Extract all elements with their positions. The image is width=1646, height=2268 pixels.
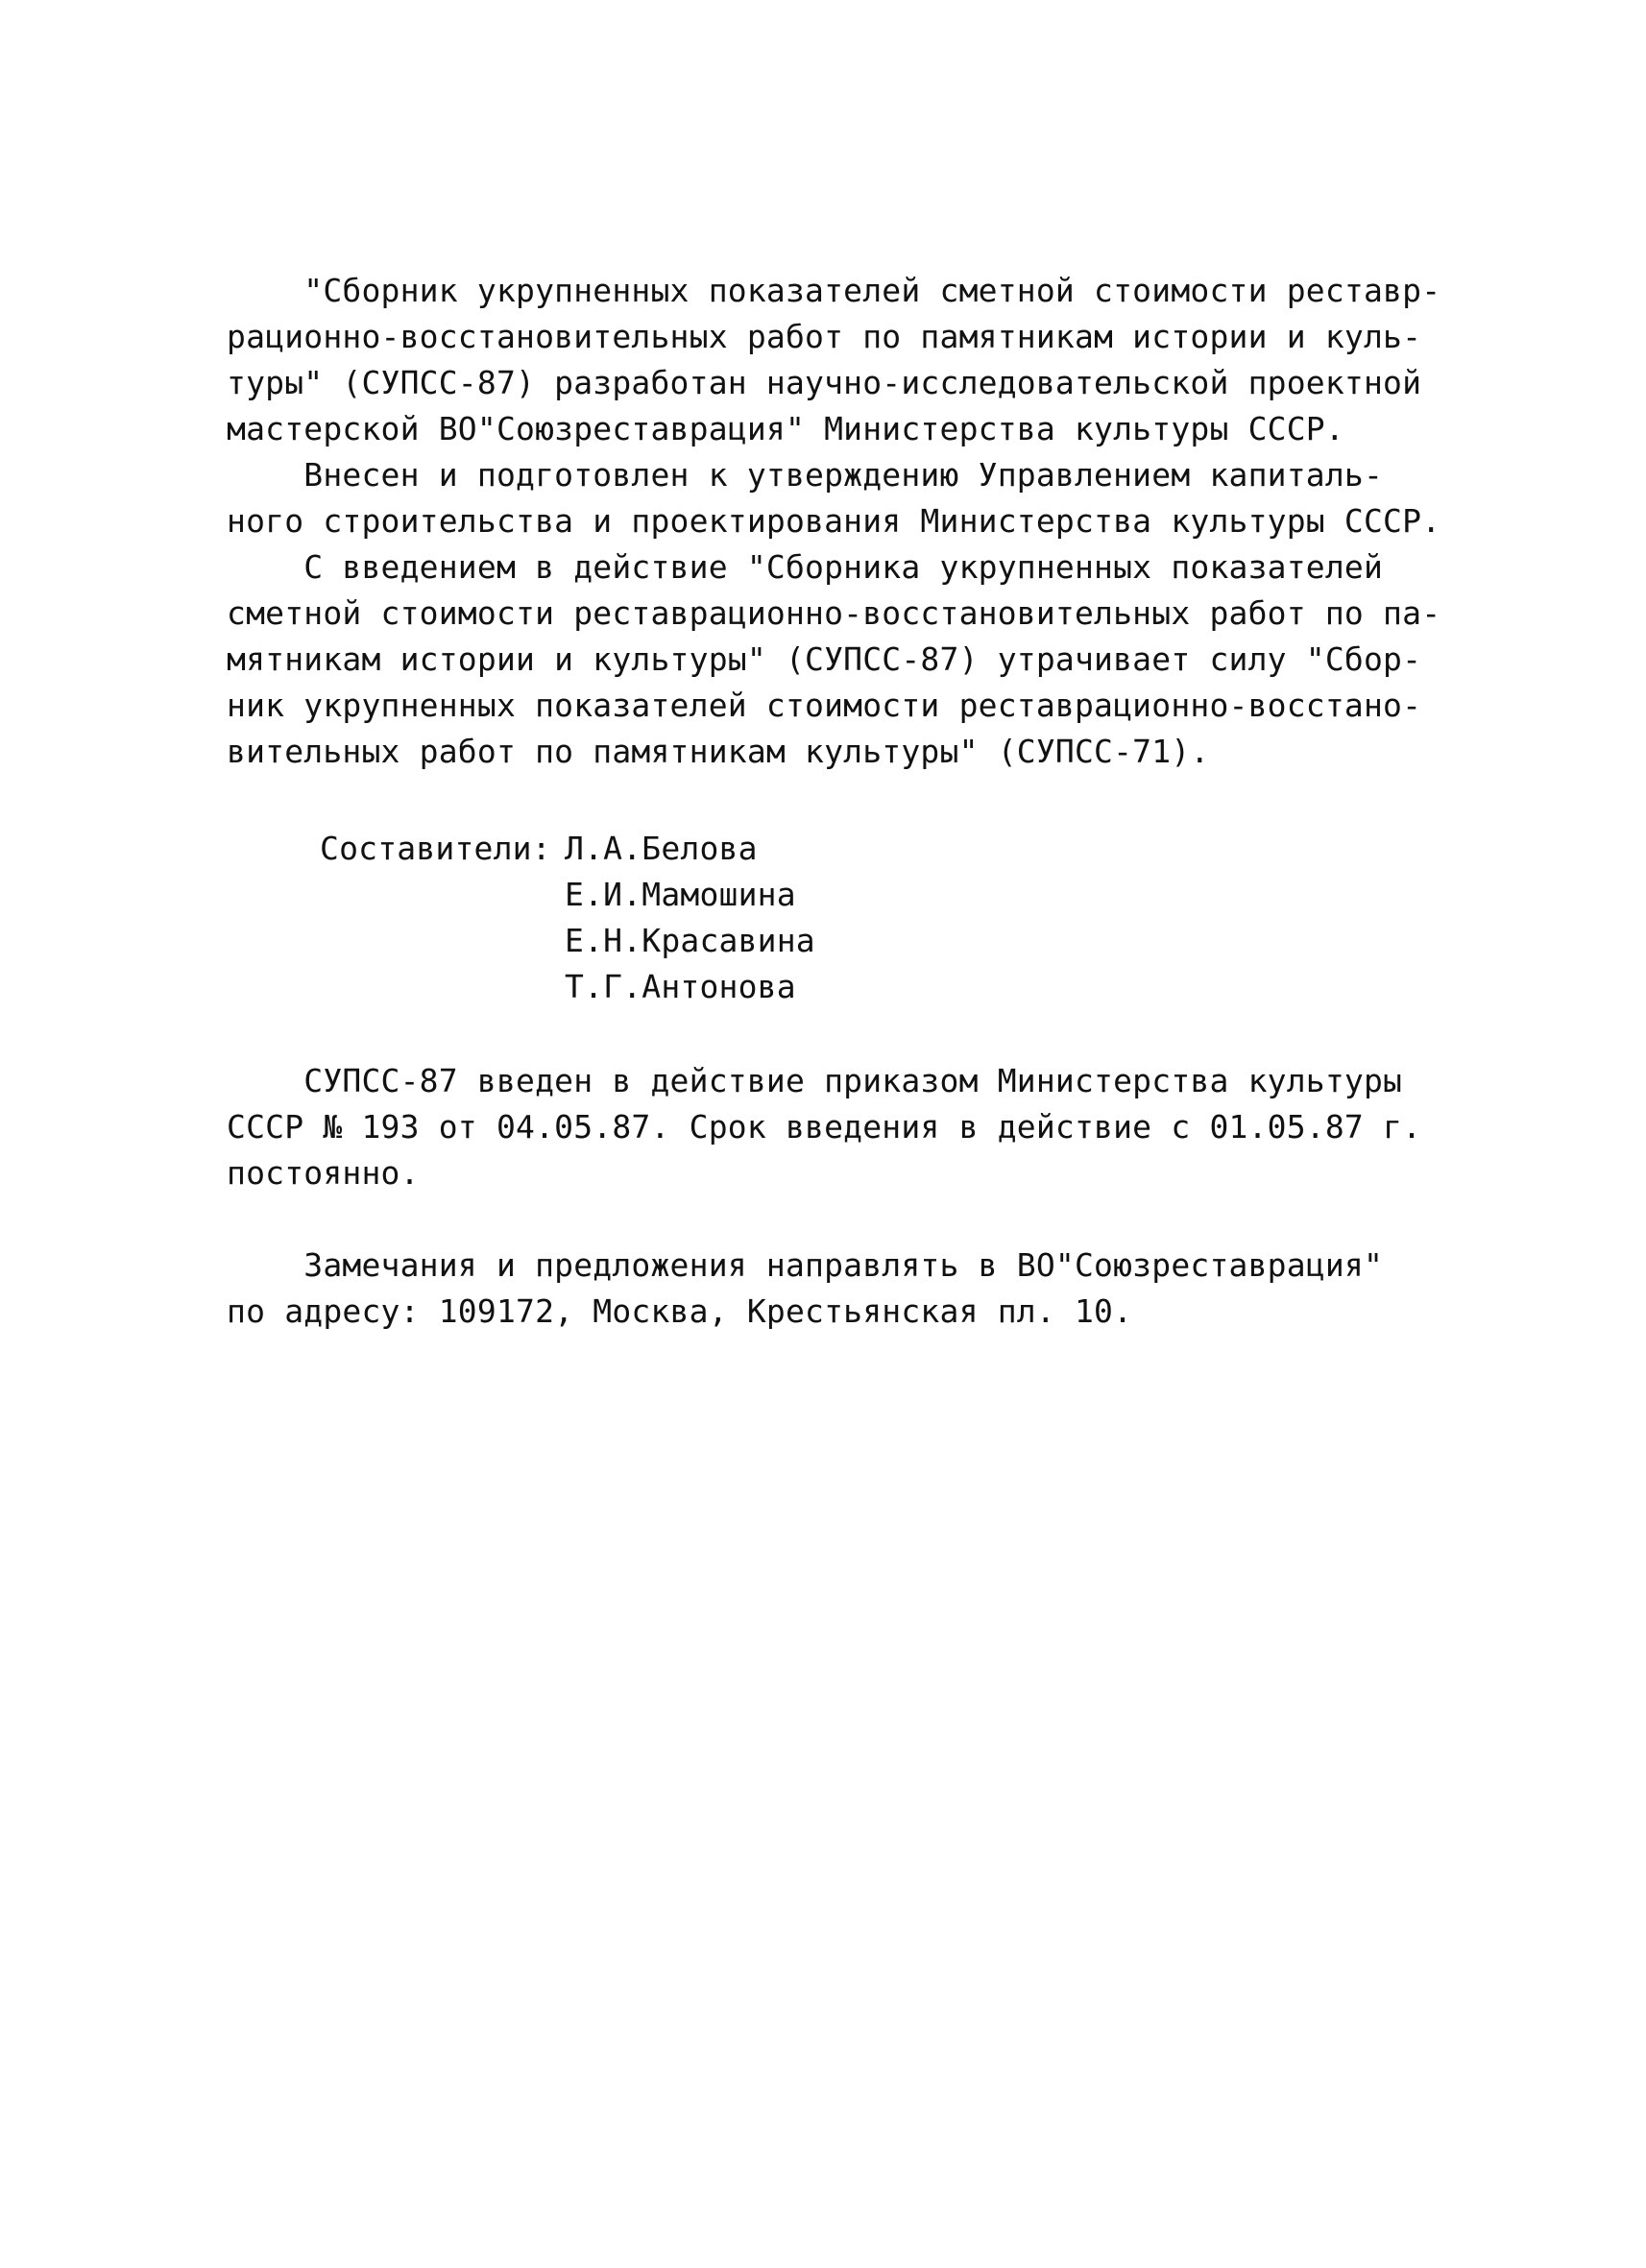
- compiler-name: Е.Н.Красавина: [565, 922, 815, 959]
- intro-line: мятникам истории и культуры" (СУПСС-87) утрачивает силу "Сбор-: [227, 640, 1422, 678]
- order-line: СУПСС-87 введен в действие приказом Министерства культуры: [227, 1062, 1403, 1099]
- compiler-name: Л.А.Белова: [565, 830, 758, 867]
- order-line: постоянно.: [227, 1154, 420, 1192]
- intro-line: вительных работ по памятникам культуры" (СУПСС-71).: [227, 733, 1210, 770]
- compilers-label: Составители:: [320, 830, 551, 867]
- intro-line: рационно-восстановительных работ по памятникам истории и куль-: [227, 318, 1422, 355]
- intro-line: С введением в действие "Сборника укрупненных показателей: [227, 548, 1384, 586]
- intro-line: "Сборник укрупненных показателей сметной стоимости реставр-: [227, 272, 1441, 309]
- compiler-name: Т.Г.Антонова: [565, 968, 796, 1005]
- intro-line: туры" (СУПСС-87) разработан научно-исследовательской проектной: [227, 364, 1422, 401]
- intro-line: ного строительства и проектирования Министерства культуры СССР.: [227, 502, 1441, 540]
- intro-line: ник укрупненных показателей стоимости реставрационно-восстано-: [227, 687, 1422, 724]
- compiler-name: Е.И.Мамошина: [565, 876, 796, 913]
- intro-line: Внесен и подготовлен к утверждению Управлением капиталь-: [227, 456, 1384, 494]
- intro-line: сметной стоимости реставрационно-восстановительных работ по па-: [227, 594, 1441, 632]
- order-line: СССР № 193 от 04.05.87. Срок введения в действие с 01.05.87 г.: [227, 1108, 1422, 1146]
- contact-line: Замечания и предложения направлять в ВО"Союзреставрация": [227, 1246, 1384, 1284]
- intro-line: мастерской ВО"Союзреставрация" Министерства культуры СССР.: [227, 410, 1344, 447]
- contact-line: по адресу: 109172, Москва, Крестьянская пл. 10.: [227, 1292, 1133, 1330]
